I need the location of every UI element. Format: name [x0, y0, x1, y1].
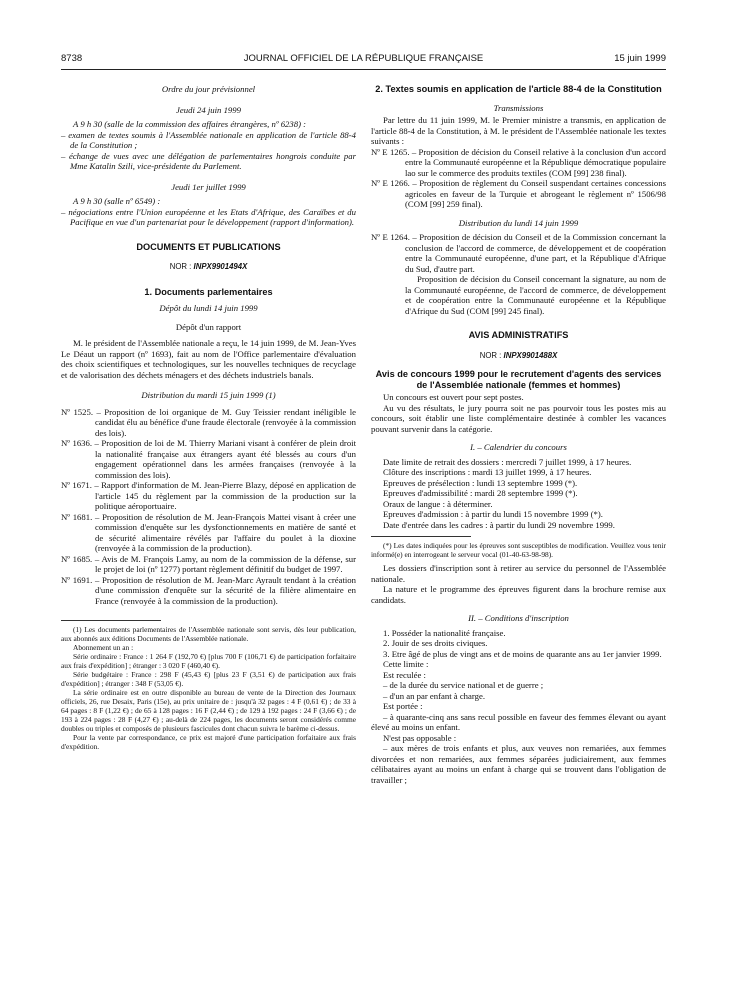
condition-item: – de la durée du service national et de guerre ;: [383, 680, 544, 690]
day2-heading: Jeudi 1er juillet 1999: [171, 181, 246, 192]
calendar-item: Epreuves d'admissibilité : mardi 28 septembre 1999 (*).: [383, 488, 578, 498]
left-column: [61, 84, 356, 751]
distrib-item: Nº 1636. – Proposition de loi de M. Thierry Mariani visant à conférer de plein droit la nationalité française aux étrangers ayant été blessés au cours d'un engagement opérationnel dans les armées françaises (renvoyée à la commission des lois).: [61, 438, 356, 480]
depot-date: Dépôt du lundi 14 juin 1999: [159, 303, 258, 313]
distrib-item: Nº 1525. – Proposition de loi organique de M. Guy Teissier rendant inéligible le candidat élu au bénéfice d'une fraude électorale (renvoyée à la commission des lois).: [61, 406, 356, 438]
distrib-item: Nº 1681. – Proposition de résolution de M. Jean-François Mattei visant à créer une commission d'enquête sur les dysfonctionnements en matière de santé et de sécurité alimentaire révélés par l'affaire du poulet à la dioxine (renvoyée à la commission de la production).: [61, 511, 356, 553]
distrib2-date: Distribution du lundi 14 juin 1999: [458, 217, 579, 228]
condition-item: Est portée :: [383, 701, 423, 711]
calendar-note: (*) Les dates indiquées pour les épreuves sont susceptibles de modification. Veuillez vous tenir informé(e) en interrogeant le serveur vocal (01-40-63-98-98).: [371, 541, 666, 559]
calendar-note-rule: [371, 536, 471, 537]
trans-item: Nº E 1265. – Proposition de décision du Conseil relative à la conclusion d'un accord entre la Communauté européenne et la République démocratique populaire lao sur le commerce des produits textiles (COM [99] 238 final).: [371, 146, 666, 178]
trans-item: Nº E 1266. – Proposition de règlement du Conseil suspendant certaines concessions agricoles en faveur de la Turquie et abrogeant le règlement nº 1506/98 (COM [99] 259 final).: [371, 178, 666, 209]
calendar-item: Date d'entrée dans les cadres : à partir du lundi 29 novembre 1999.: [383, 519, 615, 530]
footnote: La série ordinaire est en outre disponible au bureau de vente de la Direction des Journaux officiels, 26, rue Desaix, Paris (15e), au prix unitaire de : jusqu'à 32 pages : 4 F (0,61 €) ; de 33 à 64 pages : 8 F (1,22 €) ; de 65 à 128 pages : 16 F (2,44 €) ; de 129 à 192 pages : 24 F (3,66 €) ; de 193 à 224 pages : 28 F (4,27 €) ; au-delà de 224 pages, les documents seront considérés comme doubles ou triples et composés de plusieurs fascicules dont chacun suivra le barème ci-dessus.: [61, 688, 356, 733]
sec2-title: 2. Textes soumis en application de l'article 88-4 de la Constitution: [375, 84, 662, 94]
day2-time: A 9 h 30 (salle nº 6549) :: [73, 196, 161, 206]
footnote: Série ordinaire : France : 1 264 F (192,70 €) [plus 700 F (106,71 €) de participation forfaitaire aux frais d'expédition] ; étranger : 3 020 F (460,40 €).: [61, 652, 356, 670]
calendar-after: Les dossiers d'inscription sont à retirer au service du personnel de l'Assemblée nationale.: [371, 563, 666, 584]
calendar-after: La nature et le programme des épreuves figurent dans la brochure remise aux candidats.: [371, 584, 666, 605]
distrib2-item-cont: Proposition de décision du Conseil concernant la signature, au nom de la Communauté européenne, de l'accord de commerce, de développement et de coopération entre la Communauté européenne et la République d'Afrique du Sud (COM [99] 245 final).: [405, 274, 666, 316]
issue-date: 15 juin 1999: [614, 53, 666, 64]
depot-rapport: Dépôt d'un rapport: [175, 321, 242, 332]
calendar-item: Clôture des inscriptions : mardi 13 juillet 1999, à 17 heures.: [383, 467, 592, 477]
conditions-title: II. – Conditions d'inscription: [468, 613, 569, 623]
page-header: [61, 53, 666, 67]
footnote: Série budgétaire : France : 298 F (45,43 €) [plus 23 F (3,51 €) de participation aux frais d'expédition] ; étranger : 348 F (53,05 €).: [61, 670, 356, 688]
docs-subtitle: 1. Documents parlementaires: [144, 286, 273, 297]
docs-nor: NOR : INPX9901494X: [169, 262, 248, 271]
header-rule: [61, 69, 666, 70]
agenda-item: – négociations entre l'Union européenne et les Etats d'Afrique, des Caraïbes et du Pacifique en vue d'un partenariat pour le développement (rapport d'information).: [61, 206, 356, 227]
trans-text: Par lettre du 11 juin 1999, M. le Premier ministre a transmis, en application de l'article 88-4 de la Constitution, à M. le président de l'Assemblée nationale les textes suivants :: [371, 115, 666, 146]
concours-intro: Au vu des résultats, le jury pourra soit ne pas pourvoir tous les postes mis au concours, soit établir une liste complémentaire destinée à combler les vacances pouvant survenir dans la catégorie.: [371, 402, 666, 434]
calendar-title: I. – Calendrier du concours: [470, 442, 567, 452]
condition-item: – aux mères de trois enfants et plus, aux veuves non remariées, aux femmes divorcées et non remariées, aux femmes séparées judiciairement, aux femmes célibataires ayant au moins un enfant à charge qui se trouvent dans l'obligation de travailler ;: [371, 743, 666, 785]
footnote: (1) Les documents parlementaires de l'Assemblée nationale sont servis, dès leur publication, aux abonnés aux éditions Documents de l'Assemblée nationale.: [61, 625, 356, 643]
right-column: [371, 84, 666, 785]
condition-item: Est reculée :: [383, 669, 426, 680]
calendar-item: Date limite de retrait des dossiers : mercredi 7 juillet 1999, à 17 heures.: [383, 456, 632, 467]
condition-item: 2. Jouir de ses droits civiques.: [383, 638, 488, 648]
distrib-item: Nº 1685. – Avis de M. François Lamy, au nom de la commission de la défense, sur le projet de loi (nº 1277) portant règlement définitif du budget de 1997.: [61, 553, 356, 574]
concours-intro: Un concours est ouvert pour sept postes.: [383, 392, 524, 402]
day1-time: A 9 h 30 (salle de la commission des affaires étrangères, nº 6238) :: [73, 119, 307, 129]
distrib2-item: Nº E 1264. – Proposition de décision du Conseil et de la Commission concernant la conclusion de l'accord de commerce, de développement et de coopération entre la Communauté européenne, d'une part, et la République d'Afrique du Sud, d'autre part.: [371, 232, 666, 274]
footnote-rule: [61, 620, 161, 621]
condition-item: N'est pas opposable :: [383, 732, 457, 743]
transmissions-heading: Transmissions: [493, 102, 544, 113]
avis-nor: NOR : INPX9901488X: [479, 350, 558, 360]
distrib-date: Distribution du mardi 15 juin 1999 (1): [141, 390, 276, 400]
concours-title: Avis de concours 1999 pour le recrutement d'agents des services de l'Assemblée nationale (femmes et hommes): [375, 369, 662, 390]
calendar-item: Epreuves d'admission : à partir du lundi 15 novembre 1999 (*).: [383, 509, 603, 519]
calendar-item: Oraux de langue : à déterminer.: [383, 498, 493, 509]
distrib-item: Nº 1691. – Proposition de résolution de M. Jean-Marc Ayrault tendant à la création d'une commission d'enquête sur la sécurité de la filière alimentaire en France (renvoyée à la commission de la production).: [61, 574, 356, 606]
condition-item: Cette limite :: [383, 659, 429, 669]
agenda-item: – examen de textes soumis à l'Assemblée nationale en application de l'article 88-4 de la Constitution ;: [61, 129, 356, 150]
journal-title: JOURNAL OFFICIEL DE LA RÉPUBLIQUE FRANÇAISE: [243, 53, 484, 64]
condition-item: – d'un an par enfant à charge.: [383, 690, 485, 701]
footnote: Abonnement un an :: [73, 643, 134, 652]
distrib-item: Nº 1671. – Rapport d'information de M. Jean-Pierre Blazy, déposé en application de l'article 145 du règlement par la commission de la production sur la politique aéroportuaire.: [61, 480, 356, 511]
condition-item: 1. Posséder la nationalité française.: [383, 627, 506, 638]
avis-title: AVIS ADMINISTRATIFS: [468, 330, 569, 340]
condition-item: 3. Etre âgé de plus de vingt ans et de moins de quarante ans au 1er janvier 1999.: [383, 648, 662, 659]
day1-heading: Jeudi 24 juin 1999: [176, 104, 241, 115]
ordre-title: Ordre du jour prévisionnel: [161, 84, 256, 94]
docs-title: DOCUMENTS ET PUBLICATIONS: [136, 241, 281, 252]
depot-text: M. le président de l'Assemblée nationale a reçu, le 14 juin 1999, de M. Jean-Yves Le Déaut un rapport (nº 1693), fait au nom de l'Office parlementaire d'évaluation des choix scientifiques et technologiques, sur les nouvelles techniques de recyclage et de valorisation des déchets ménagers et des déchets industriels banals.: [61, 338, 356, 380]
calendar-item: Epreuves de présélection : lundi 13 septembre 1999 (*).: [383, 477, 578, 488]
agenda-item: – échange de vues avec une délégation de parlementaires hongrois conduite par Mme Katalin Szili, vice-présidente du Parlement.: [61, 150, 356, 171]
condition-item: – à quarante-cinq ans sans recul possible en faveur des femmes élevant ou ayant élevé au moins un enfant.: [371, 711, 666, 732]
footnote: Pour la vente par correspondance, ce prix est majoré d'une participation forfaitaire aux frais d'expédition.: [61, 733, 356, 751]
page-number: 8738: [61, 53, 83, 64]
